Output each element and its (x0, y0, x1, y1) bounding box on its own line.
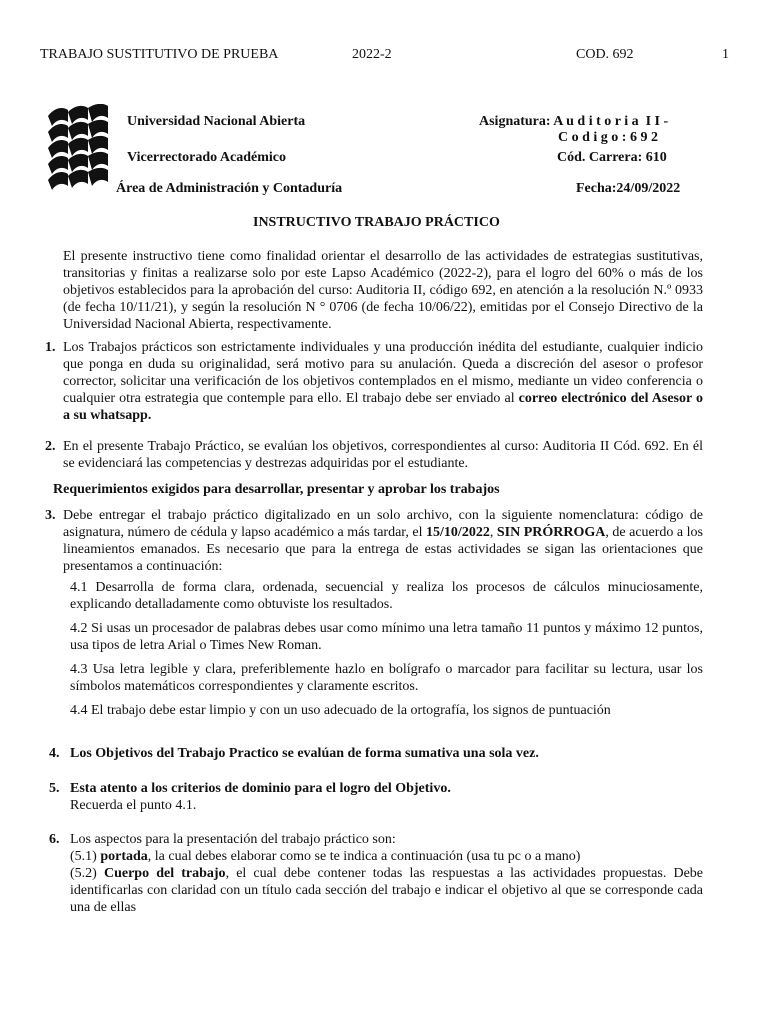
item-2: En el presente Trabajo Práctico, se evalúan los objetivos, correspondientes al curso: Auditoria II Cód. 692. En él se evidenciará las competencias y destrezas adquiridas por el estudiante. (63, 439, 703, 471)
item-6-5-1-num: (5.1) (70, 849, 101, 864)
university-name: Universidad Nacional Abierta (127, 114, 306, 129)
item-1-text: Los Trabajos prácticos son estrictamente individuales y una producción inédita del estudiante, cualquier indicio que ponga en duda su originalidad, será motivo para su anulación. Queda a discreción del asesor o profesor corrector, solicitar una verificación de los objetivos contemplados en el mismo, mediante un video conferencia o cualquier otra estrategia que contemple para ello. El trabajo debe ser enviado al (63, 340, 703, 406)
header-page-number: 1 (722, 47, 729, 62)
requirements-heading: Requerimientos exigidos para desarrollar, presentar y aprobar los trabajos (53, 482, 500, 497)
item-6-5-1 (70, 848, 703, 865)
item-3-separator: , (489, 525, 497, 540)
item-1 (63, 339, 703, 424)
header-period: 2022-2 (352, 47, 392, 62)
subject-label: Asignatura: (479, 114, 551, 129)
subitem-4-4: 4.4 El trabajo debe estar limpio y con un uso adecuado de la ortografía, los signos de puntuación (70, 703, 611, 718)
item-3-text-a: Debe entregar el trabajo práctico digitalizado en un solo archivo, con la siguiente nomenclatura: código de asignatura, número de cédula y lapso académico a más tardar, el (63, 508, 703, 540)
body-label: Cuerpo del trabajo (103, 866, 226, 881)
deadline-date: 15/10/2022 (426, 525, 490, 540)
una-logo (44, 104, 112, 194)
career-code: Cód. Carrera: 610 (557, 150, 667, 165)
item-number-2: 2. (45, 439, 56, 454)
vice-rectorate: Vicerrectorado Académico (127, 150, 286, 165)
portada-label: portada (100, 849, 148, 864)
document-date: Fecha:24/09/2022 (576, 181, 681, 196)
item-5-sub: Recuerda el punto 4.1. (70, 798, 197, 813)
item-6-intro: Los aspectos para la presentación del trabajo práctico son: (70, 832, 396, 847)
area-name: Área de Administración y Contaduría (116, 181, 343, 196)
subject-line (479, 113, 668, 130)
item-6-5-2-num: (5.2) (70, 866, 104, 881)
item-6-5-1-text: , la cual debes elaborar como se te indica a continuación (usa tu pc o a mano) (147, 849, 581, 864)
item-number-4: 4. (49, 746, 60, 761)
subject-value: A u d i t o r i a I I - (553, 114, 669, 129)
intro-paragraph: El presente instructivo tiene como finalidad orientar el desarrollo de las actividades de estrategias sustitutivas, transitorias y finitas a realizarse solo por este Lapso Académico (2022-2), para el logro del 60% o más de los objetivos establecidos para la aprobación del curso: Auditoria II, código 692, en atención a la resolución N.º 0933 (de fecha 10/11/21), y según la resolución N ° 0706 (de fecha 10/06/22), emitidas por el Consejo Directivo de la Universidad Nacional Abierta, respectivamente. (63, 249, 703, 332)
item-1-bold: correo electrónico del Asesor o a su whatsapp. (63, 391, 703, 423)
item-number-3: 3. (45, 508, 56, 523)
document-title: INSTRUCTIVO TRABAJO PRÁCTICO (253, 215, 500, 230)
header-doc-title: TRABAJO SUSTITUTIVO DE PRUEBA (40, 47, 279, 62)
header-course-code: COD. 692 (576, 47, 634, 62)
item-3 (63, 507, 703, 575)
item-6-5-2 (70, 865, 703, 916)
item-6-5-2-text: , el cual debe contener todas las respuestas a las actividades propuestas. Debe identificarlas con claridad con un título cada sección del trabajo e indicar el objetivo al que se corresponde cada una de ellas (70, 866, 703, 915)
subject-code: C o d i g o : 6 9 2 (558, 130, 658, 145)
item-4: Los Objetivos del Trabajo Practico se evalúan de forma sumativa una sola vez. (70, 746, 539, 761)
item-6 (70, 831, 703, 916)
item-number-5: 5. (49, 781, 60, 796)
item-number-6: 6. (49, 832, 60, 847)
subitem-4-2: 4.2 Si usas un procesador de palabras debes usar como mínimo una letra tamaño 11 puntos y máximo 12 puntos, usa tipos de letra Arial o Times New Roman. (70, 621, 703, 653)
subitem-4-1: 4.1 Desarrolla de forma clara, ordenada, secuencial y realiza los procesos de cálculos minuciosamente, explicando detalladamente como obtuviste los resultados. (70, 580, 703, 612)
item-number-1: 1. (45, 340, 56, 355)
item-5: Esta atento a los criterios de dominio para el logro del Objetivo. (70, 781, 451, 796)
item-3-text-b: , de acuerdo a los lineamientos emanados. Es necesario que para la entrega de estas actividades se sigan las orientaciones que presentamos a continuación: (63, 525, 703, 574)
subitem-4-3: 4.3 Usa letra legible y clara, preferiblemente hazlo en bolígrafo o marcador para facilitar su lectura, usar los símbolos matemáticos correspondientes y claramente escritos. (70, 662, 703, 694)
no-extension-label: SIN PRÓRROGA (496, 525, 606, 540)
